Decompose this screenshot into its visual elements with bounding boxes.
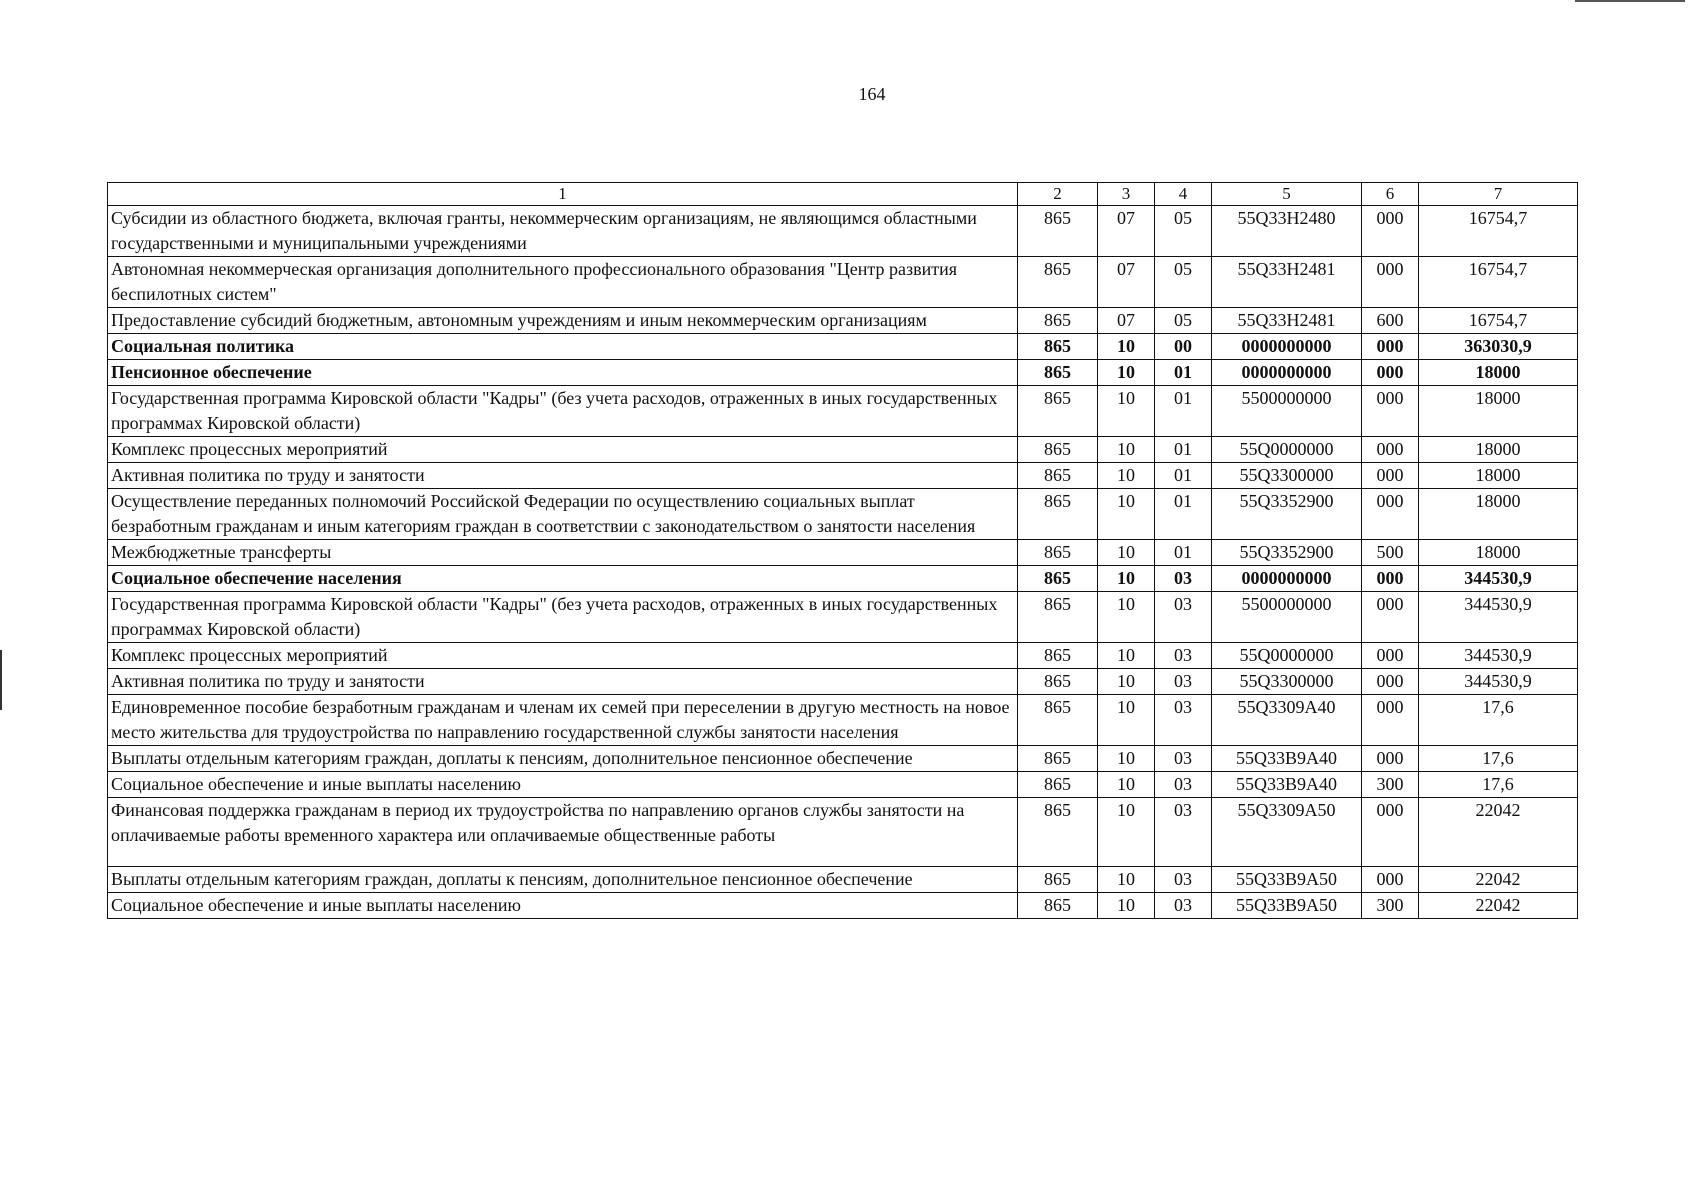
row-subsection-cell: 01 [1155,463,1212,489]
row-admin-code-cell: 865 [1018,695,1098,746]
row-amount-cell: 17,6 [1419,772,1578,798]
row-section-cell: 10 [1098,669,1155,695]
row-admin-code-cell: 865 [1018,308,1098,334]
row-amount-cell: 18000 [1419,386,1578,437]
header-cell: 5 [1212,183,1362,206]
row-expense-type-cell: 000 [1362,334,1419,360]
table-row [108,772,1578,798]
row-admin-code-cell: 865 [1018,437,1098,463]
table-row [108,360,1578,386]
row-target-article-cell: 55Q0000000 [1212,437,1362,463]
budget-table [107,182,1578,919]
header-cell: 4 [1155,183,1212,206]
row-amount-cell: 363030,9 [1419,334,1578,360]
row-section-cell: 07 [1098,206,1155,257]
table-row [108,257,1578,308]
row-name-cell: Единовременное пособие безработным гражданам и членам их семей при переселении в другую местность на новое место жительства для трудоустройства по направлению государственной службы занятости населения [108,695,1018,746]
row-admin-code-cell: 865 [1018,798,1098,867]
row-admin-code-cell: 865 [1018,489,1098,540]
table-row [108,206,1578,257]
row-subsection-cell: 03 [1155,566,1212,592]
header-cell: 6 [1362,183,1419,206]
row-expense-type-cell: 000 [1362,206,1419,257]
table-row [108,746,1578,772]
header-cell: 2 [1018,183,1098,206]
row-target-article-cell: 55Q3309A40 [1212,695,1362,746]
row-section-cell: 07 [1098,257,1155,308]
row-name-cell: Государственная программа Кировской области "Кадры" (без учета расходов, отраженных в иных государственных программах Кировской области) [108,386,1018,437]
row-target-article-cell: 55Q33B9A50 [1212,893,1362,919]
table-row [108,669,1578,695]
row-subsection-cell: 03 [1155,798,1212,867]
header-row [108,183,1578,206]
row-target-article-cell: 55Q33B9A40 [1212,772,1362,798]
row-name-cell: Автономная некоммерческая организация дополнительного профессионального образования "Центр развития беспилотных систем" [108,257,1018,308]
row-expense-type-cell: 000 [1362,867,1419,893]
table-row [108,643,1578,669]
row-target-article-cell: 55Q3352900 [1212,489,1362,540]
row-target-article-cell: 55Q0000000 [1212,643,1362,669]
row-name-cell: Государственная программа Кировской области "Кадры" (без учета расходов, отраженных в иных государственных программах Кировской области) [108,592,1018,643]
row-admin-code-cell: 865 [1018,867,1098,893]
row-amount-cell: 18000 [1419,540,1578,566]
row-amount-cell: 18000 [1419,437,1578,463]
row-name-cell: Субсидии из областного бюджета, включая гранты, некоммерческим организациям, не являющимся областными государственными и муниципальными учреждениями [108,206,1018,257]
row-subsection-cell: 05 [1155,206,1212,257]
row-expense-type-cell: 300 [1362,772,1419,798]
row-section-cell: 10 [1098,463,1155,489]
row-target-article-cell: 0000000000 [1212,566,1362,592]
row-subsection-cell: 03 [1155,695,1212,746]
row-amount-cell: 17,6 [1419,695,1578,746]
row-amount-cell: 17,6 [1419,746,1578,772]
table-body [108,206,1578,919]
row-subsection-cell: 03 [1155,746,1212,772]
row-section-cell: 10 [1098,798,1155,867]
row-admin-code-cell: 865 [1018,257,1098,308]
row-section-cell: 10 [1098,540,1155,566]
row-admin-code-cell: 865 [1018,566,1098,592]
header-cell: 7 [1419,183,1578,206]
row-expense-type-cell: 600 [1362,308,1419,334]
row-target-article-cell: 55Q3300000 [1212,669,1362,695]
row-name-cell: Финансовая поддержка гражданам в период их трудоустройства по направлению органов службы занятости на оплачиваемые работы временного характера или оплачиваемые общественные работы [108,798,1018,867]
row-expense-type-cell: 000 [1362,437,1419,463]
row-subsection-cell: 05 [1155,257,1212,308]
table-row [108,566,1578,592]
row-admin-code-cell: 865 [1018,334,1098,360]
row-section-cell: 10 [1098,867,1155,893]
row-amount-cell: 344530,9 [1419,592,1578,643]
row-target-article-cell: 5500000000 [1212,592,1362,643]
row-name-cell: Социальное обеспечение и иные выплаты населению [108,893,1018,919]
row-expense-type-cell: 000 [1362,386,1419,437]
row-section-cell: 10 [1098,695,1155,746]
row-amount-cell: 344530,9 [1419,669,1578,695]
row-section-cell: 10 [1098,437,1155,463]
row-subsection-cell: 01 [1155,540,1212,566]
table-row [108,489,1578,540]
row-expense-type-cell: 500 [1362,540,1419,566]
row-subsection-cell: 03 [1155,893,1212,919]
table-row [108,798,1578,867]
row-admin-code-cell: 865 [1018,206,1098,257]
header-cell: 3 [1098,183,1155,206]
row-target-article-cell: 55Q33B9A50 [1212,867,1362,893]
row-expense-type-cell: 000 [1362,566,1419,592]
row-admin-code-cell: 865 [1018,386,1098,437]
row-name-cell: Предоставление субсидий бюджетным, автономным учреждениям и иным некоммерческим организациям [108,308,1018,334]
row-section-cell: 10 [1098,386,1155,437]
row-name-cell: Пенсионное обеспечение [108,360,1018,386]
left-scan-mark [0,650,2,710]
row-target-article-cell: 55Q33H2481 [1212,257,1362,308]
row-target-article-cell: 55Q33H2481 [1212,308,1362,334]
row-section-cell: 10 [1098,643,1155,669]
row-admin-code-cell: 865 [1018,592,1098,643]
row-name-cell: Осуществление переданных полномочий Российской Федерации по осуществлению социальных выплат безработным гражданам и иным категориям граждан в соответствии с законодательством о занятости населения [108,489,1018,540]
row-section-cell: 07 [1098,308,1155,334]
row-expense-type-cell: 300 [1362,893,1419,919]
row-subsection-cell: 05 [1155,308,1212,334]
table-row [108,463,1578,489]
table-row [108,592,1578,643]
row-subsection-cell: 03 [1155,592,1212,643]
row-expense-type-cell: 000 [1362,798,1419,867]
page-number: 164 [858,84,886,104]
row-amount-cell: 18000 [1419,489,1578,540]
row-name-cell: Межбюджетные трансферты [108,540,1018,566]
row-section-cell: 10 [1098,893,1155,919]
row-expense-type-cell: 000 [1362,463,1419,489]
row-admin-code-cell: 865 [1018,360,1098,386]
row-admin-code-cell: 865 [1018,746,1098,772]
row-target-article-cell: 55Q3309A50 [1212,798,1362,867]
row-subsection-cell: 01 [1155,489,1212,540]
row-admin-code-cell: 865 [1018,643,1098,669]
row-subsection-cell: 03 [1155,643,1212,669]
row-admin-code-cell: 865 [1018,893,1098,919]
row-subsection-cell: 03 [1155,669,1212,695]
row-expense-type-cell: 000 [1362,257,1419,308]
row-admin-code-cell: 865 [1018,463,1098,489]
row-amount-cell: 18000 [1419,463,1578,489]
table-row [108,334,1578,360]
row-amount-cell: 16754,7 [1419,308,1578,334]
row-admin-code-cell: 865 [1018,772,1098,798]
row-name-cell: Выплаты отдельным категориям граждан, доплаты к пенсиям, дополнительное пенсионное обеспечение [108,867,1018,893]
row-section-cell: 10 [1098,360,1155,386]
row-target-article-cell: 55Q3352900 [1212,540,1362,566]
row-name-cell: Активная политика по труду и занятости [108,669,1018,695]
row-section-cell: 10 [1098,334,1155,360]
row-subsection-cell: 00 [1155,334,1212,360]
row-expense-type-cell: 000 [1362,592,1419,643]
row-subsection-cell: 03 [1155,867,1212,893]
row-expense-type-cell: 000 [1362,489,1419,540]
row-target-article-cell: 0000000000 [1212,334,1362,360]
table-row [108,695,1578,746]
row-expense-type-cell: 000 [1362,695,1419,746]
row-target-article-cell: 0000000000 [1212,360,1362,386]
row-name-cell: Активная политика по труду и занятости [108,463,1018,489]
row-expense-type-cell: 000 [1362,360,1419,386]
row-section-cell: 10 [1098,746,1155,772]
row-amount-cell: 22042 [1419,893,1578,919]
row-name-cell: Комплекс процессных мероприятий [108,643,1018,669]
row-amount-cell: 22042 [1419,867,1578,893]
top-scan-rule [1575,0,1685,2]
row-subsection-cell: 03 [1155,772,1212,798]
row-amount-cell: 16754,7 [1419,257,1578,308]
row-admin-code-cell: 865 [1018,669,1098,695]
row-expense-type-cell: 000 [1362,746,1419,772]
row-subsection-cell: 01 [1155,386,1212,437]
table-row [108,308,1578,334]
row-amount-cell: 344530,9 [1419,643,1578,669]
table-row [108,893,1578,919]
row-target-article-cell: 5500000000 [1212,386,1362,437]
row-section-cell: 10 [1098,592,1155,643]
row-target-article-cell: 55Q3300000 [1212,463,1362,489]
row-section-cell: 10 [1098,772,1155,798]
row-expense-type-cell: 000 [1362,669,1419,695]
row-name-cell: Комплекс процессных мероприятий [108,437,1018,463]
row-section-cell: 10 [1098,566,1155,592]
table-row [108,386,1578,437]
row-subsection-cell: 01 [1155,437,1212,463]
row-name-cell: Социальное обеспечение и иные выплаты населению [108,772,1018,798]
row-amount-cell: 18000 [1419,360,1578,386]
row-name-cell: Социальная политика [108,334,1018,360]
table-row [108,867,1578,893]
table-row [108,437,1578,463]
row-name-cell: Социальное обеспечение населения [108,566,1018,592]
row-target-article-cell: 55Q33B9A40 [1212,746,1362,772]
table-row [108,540,1578,566]
row-name-cell: Выплаты отдельным категориям граждан, доплаты к пенсиям, дополнительное пенсионное обеспечение [108,746,1018,772]
row-expense-type-cell: 000 [1362,643,1419,669]
row-admin-code-cell: 865 [1018,540,1098,566]
header-cell: 1 [108,183,1018,206]
row-amount-cell: 16754,7 [1419,206,1578,257]
row-subsection-cell: 01 [1155,360,1212,386]
row-target-article-cell: 55Q33H2480 [1212,206,1362,257]
row-amount-cell: 344530,9 [1419,566,1578,592]
row-amount-cell: 22042 [1419,798,1578,867]
row-section-cell: 10 [1098,489,1155,540]
